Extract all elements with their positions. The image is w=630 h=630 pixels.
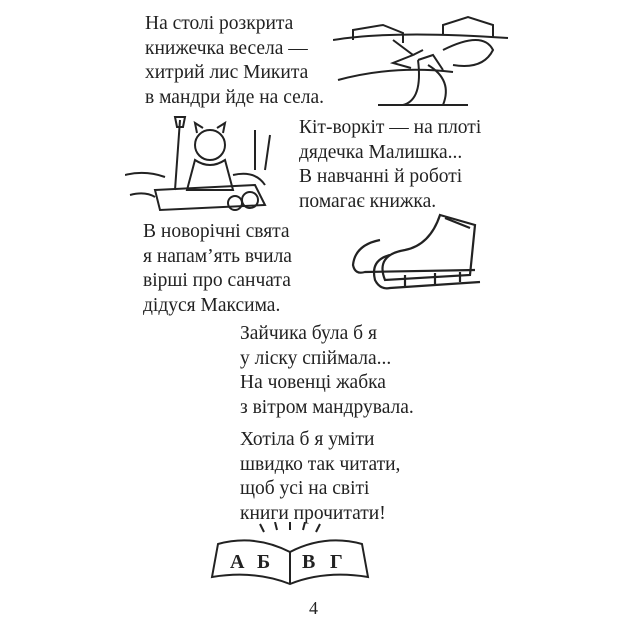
- poem-stanza-sled: [143, 220, 292, 318]
- book-letter: А: [230, 551, 245, 573]
- book-letter: Б: [257, 551, 271, 573]
- stanza-line: щоб усі на світі: [240, 478, 370, 499]
- stanza-line: В новорічні свята: [143, 221, 290, 242]
- page-number: 4: [309, 598, 318, 618]
- stanza-line: в мандри йде на села.: [145, 86, 325, 108]
- sled-illustration: [345, 210, 485, 300]
- stanza-line: Зайчика була б я: [240, 323, 377, 344]
- stanza-line: Кіт-воркіт — на плоті: [299, 117, 482, 138]
- stanza-line: В навчанні й роботі: [299, 166, 463, 187]
- stanza-line: у ліску спіймала...: [240, 347, 392, 369]
- open-book-illustration: [210, 522, 370, 587]
- poem-stanza-cat: [299, 116, 481, 214]
- fox-illustration: [333, 10, 513, 115]
- stanza-line: швидко так читати,: [240, 453, 401, 475]
- cat-on-raft-illustration: [125, 115, 285, 215]
- poem-stanza-reading: [240, 428, 400, 526]
- stanza-line: На човенці жабка: [240, 372, 386, 393]
- stanza-line: дідуся Максима.: [143, 294, 281, 316]
- book-letter: В: [302, 551, 316, 573]
- poem-stanza-fox: [145, 12, 324, 110]
- stanza-line: На столі розкрита: [145, 13, 294, 34]
- stanza-line: я напам’ять вчила: [143, 245, 292, 267]
- stanza-line: вірші про санчата: [143, 270, 291, 291]
- poem-stanza-bunny: [240, 322, 414, 420]
- stanza-line: книжечка весела —: [145, 37, 308, 59]
- stanza-line: книги прочитати!: [240, 502, 386, 524]
- stanza-line: дядечка Малишка...: [299, 141, 463, 163]
- stanza-line: з вітром мандрувала.: [240, 396, 414, 418]
- stanza-line: хитрий лис Микита: [145, 62, 309, 83]
- book-letter: Г: [330, 551, 343, 573]
- stanza-line: помагає книжка.: [299, 190, 437, 212]
- stanza-line: Хотіла б я уміти: [240, 429, 375, 450]
